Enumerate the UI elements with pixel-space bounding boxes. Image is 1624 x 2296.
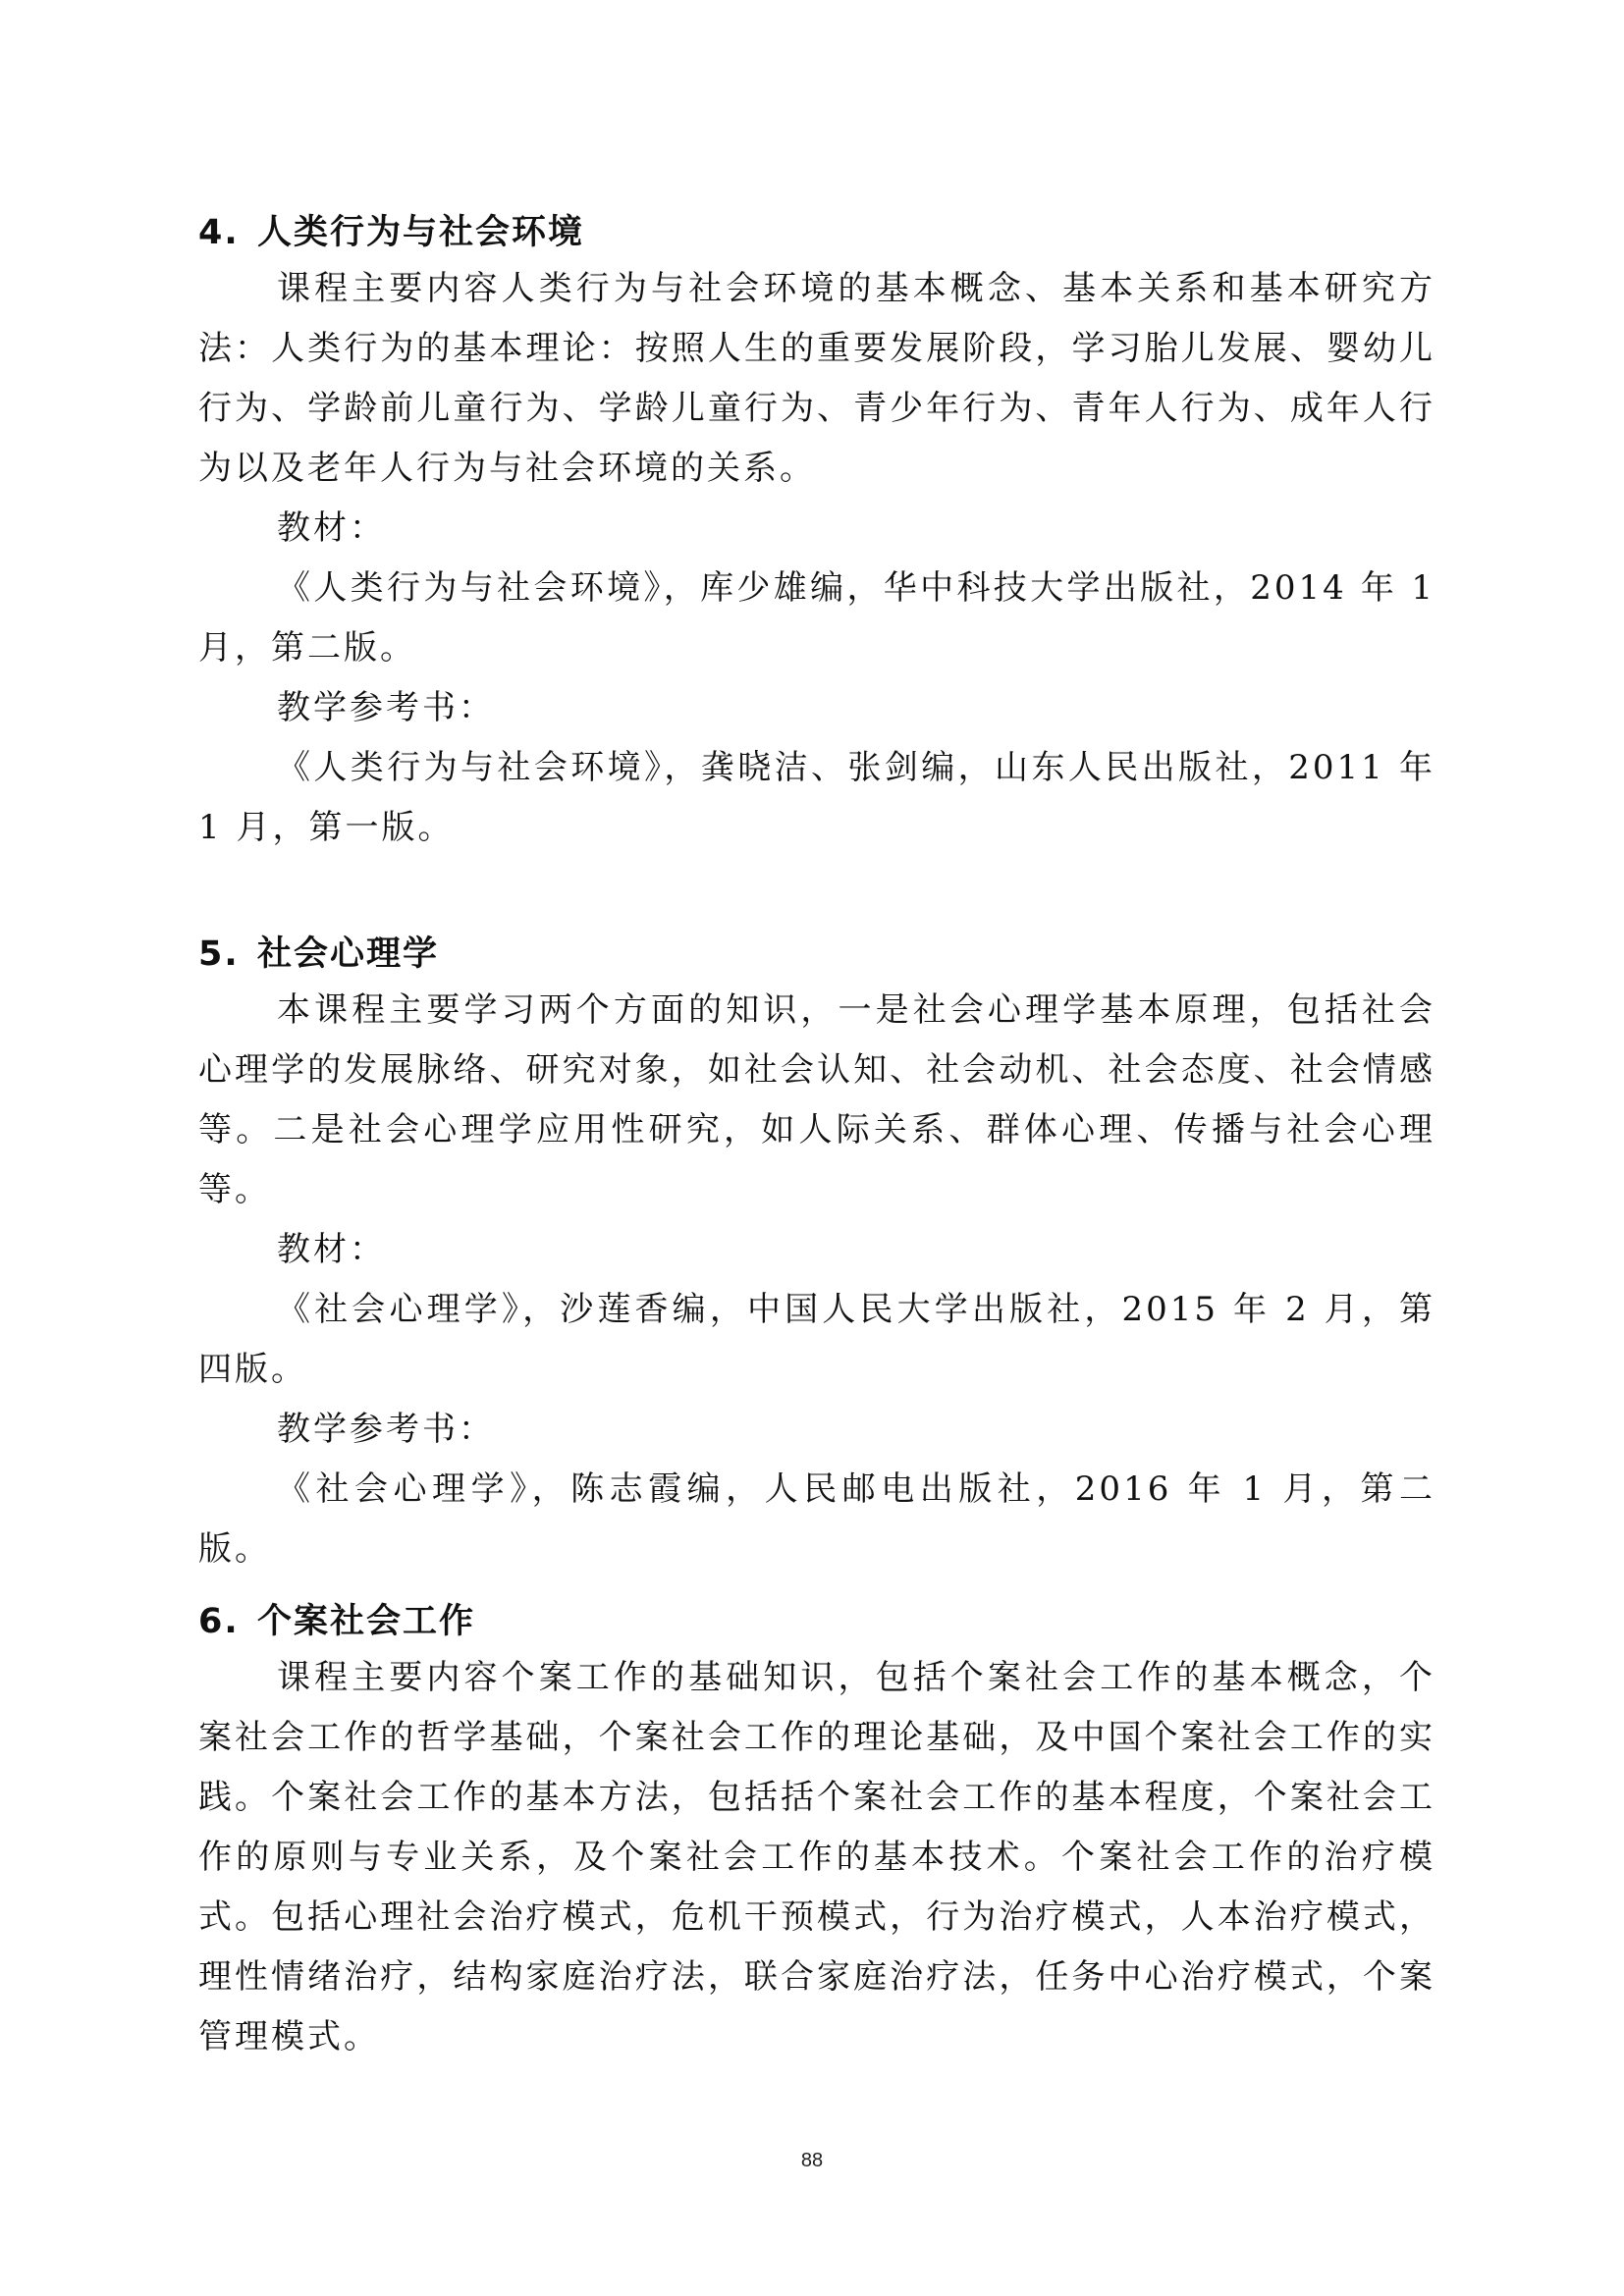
section-number: 6.: [198, 1602, 240, 1641]
section-heading: [198, 928, 1435, 981]
reference-label: 教学参考书：: [277, 1410, 495, 1449]
section-title: 社会心理学: [257, 934, 440, 974]
section-title: 人类行为与社会环境: [257, 213, 585, 252]
reference-entry: 《社会心理学》，陈志霞编，人民邮电出版社，2016 年 1 月，第二版。: [198, 1469, 1435, 1569]
page-number: 88: [800, 2150, 824, 2171]
reference-entry: 《人类行为与社会环境》，龚晓洁、张剑编，山东人民出版社，2011 年 1 月，第一版。: [198, 748, 1435, 847]
reference-label: 教学参考书：: [277, 688, 495, 727]
section-description: 课程主要内容个案工作的基础知识，包括个案社会工作的基本概念，个案社会工作的哲学基础，个案社会工作的理论基础，及中国个案社会工作的实践。个案社会工作的基本方法，包括括个案社会工作的基本程度，个案社会工作的原则与专业关系，及个案社会工作的基本技术。个案社会工作的治疗模式。包括心理社会治疗模式，危机干预模式，行为治疗模式，人本治疗模式，理性情绪治疗，结构家庭治疗法，联合家庭治疗法，任务中心治疗模式，个案管理模式。: [198, 1658, 1435, 2056]
section-6: [198, 1595, 1435, 2067]
section-number: 4.: [198, 213, 240, 252]
section-4: [198, 206, 1435, 858]
section-number: 5.: [198, 934, 240, 974]
section-description: 本课程主要学习两个方面的知识，一是社会心理学基本原理，包括社会心理学的发展脉络、研究对象，如社会认知、社会动机、社会态度、社会情感等。二是社会心理学应用性研究，如人际关系、群体心理、传播与社会心理等。: [198, 990, 1435, 1209]
section-heading: [198, 1595, 1435, 1648]
section-heading: [198, 206, 1435, 259]
section-description: 课程主要内容人类行为与社会环境的基本概念、基本关系和基本研究方法：人类行为的基本理论：按照人生的重要发展阶段，学习胎儿发展、婴幼儿行为、学龄前儿童行为、学龄儿童行为、青少年行为、青年人行为、成年人行为以及老年人行为与社会环境的关系。: [198, 269, 1435, 488]
textbook-label: 教材：: [277, 1230, 386, 1269]
section-5: [198, 928, 1435, 1579]
textbook-entry: 《社会心理学》，沙莲香编，中国人民大学出版社，2015 年 2 月，第四版。: [198, 1290, 1435, 1389]
section-title: 个案社会工作: [257, 1602, 476, 1641]
textbook-entry: 《人类行为与社会环境》，库少雄编，华中科技大学出版社，2014 年 1 月，第二版。: [198, 568, 1435, 667]
textbook-label: 教材：: [277, 508, 386, 548]
